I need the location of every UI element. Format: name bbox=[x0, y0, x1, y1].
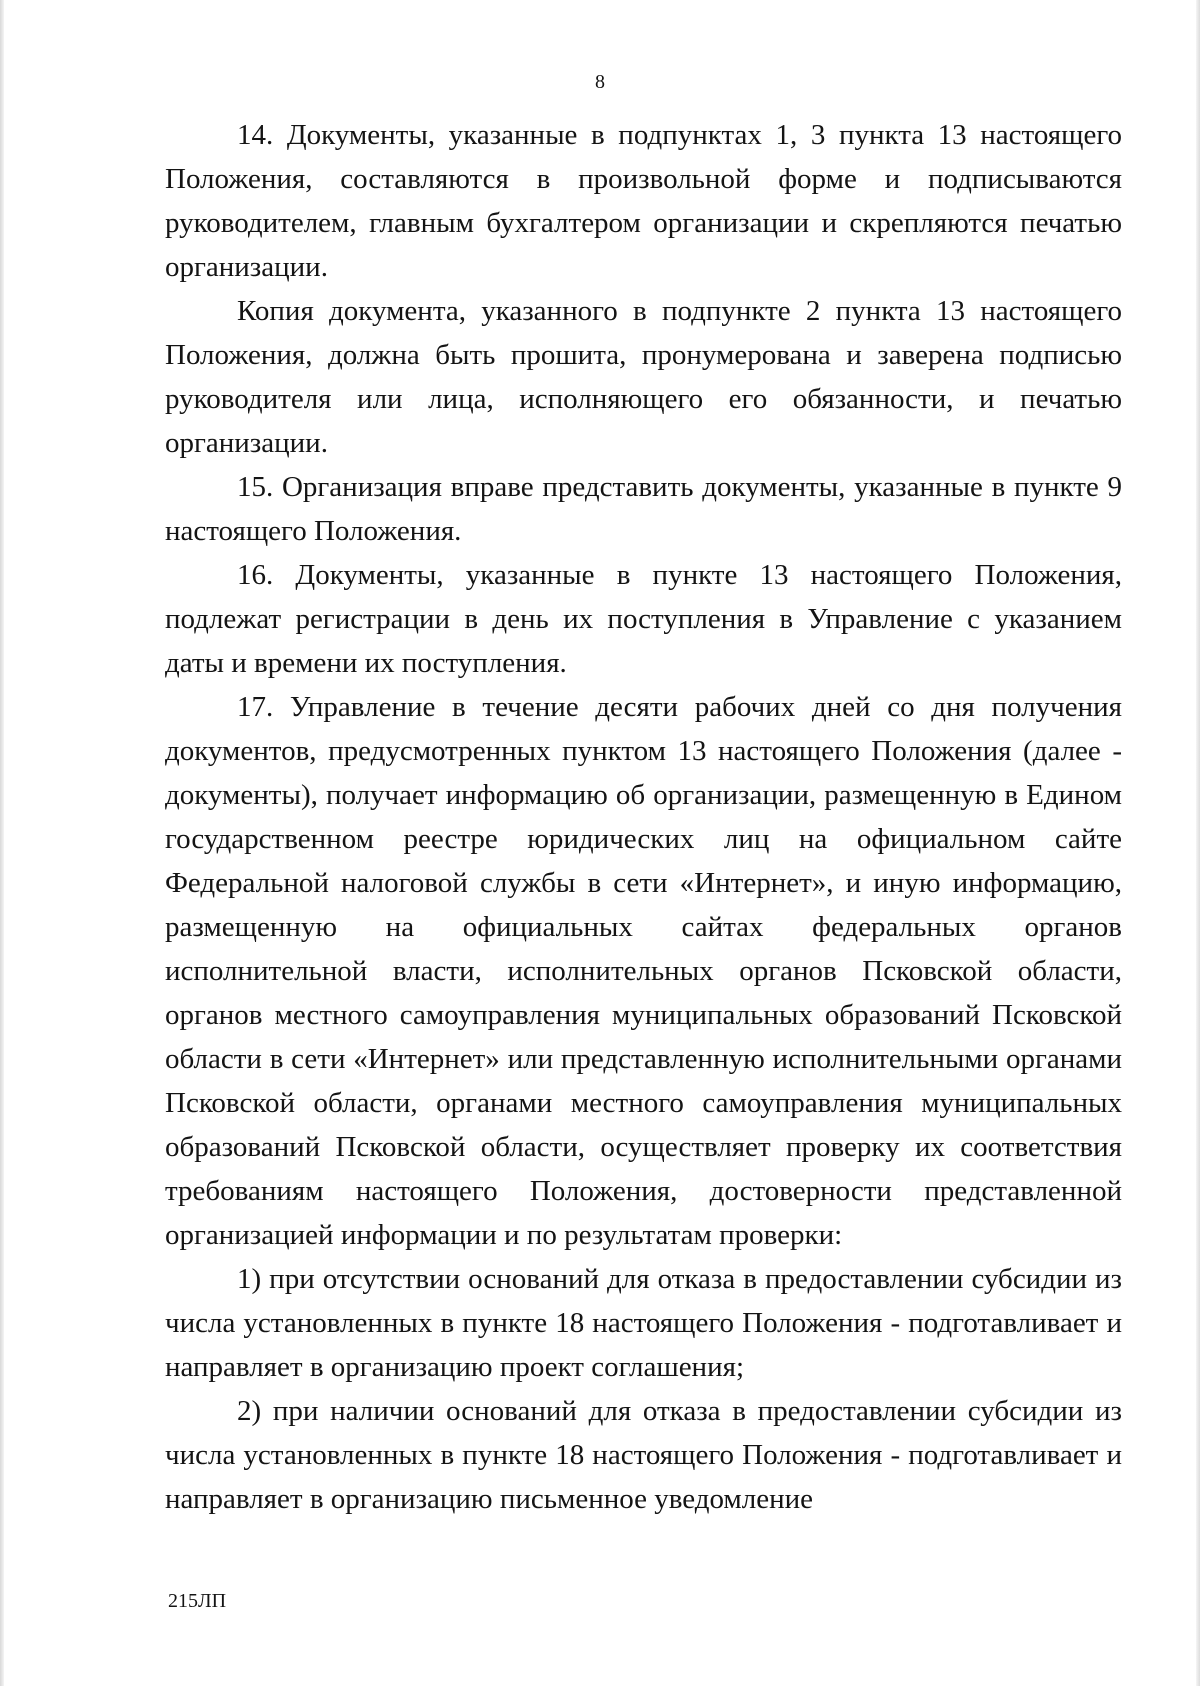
paragraph-17: 17. Управление в течение десяти рабочих дней со дня получения документов, предусмотренных пунктом 13 настоящего Положения (далее - документы), получает информацию об организации, размещенную в Едином государственном реестре юридических лиц на официальном сайте Федеральной налоговой службы в сети «Интернет», и иную информацию, размещенную на официальных сайтах федеральных органов исполнительной власти, исполнительных органов Псковской области, органов местного самоуправления муниципальных образований Псковской области в сети «Интернет» или представленную исполнительными органами Псковской области, органами местного самоуправления муниципальных образований Псковской области, осуществляет проверку их соответствия требованиям настоящего Положения, достоверности представленной организацией информации и по результатам проверки: bbox=[165, 691, 1122, 1251]
page-number: 8 bbox=[595, 71, 605, 93]
paragraph-16: 16. Документы, указанные в пункте 13 настоящего Положения, подлежат регистрации в день их поступления в Управление с указанием даты и времени их поступления. bbox=[165, 559, 1122, 679]
paragraph-17-item-1: 1) при отсутствии оснований для отказа в предоставлении субсидии из числа установленных в пункте 18 настоящего Положения - подготавливает и направляет в организацию проект соглашения; bbox=[165, 1263, 1122, 1383]
paragraph-17-item-2: 2) при наличии оснований для отказа в предоставлении субсидии из числа установленных в пункте 18 настоящего Положения - подготавливает и направляет в организацию письменное уведомление bbox=[165, 1395, 1122, 1515]
paragraph-14: 14. Документы, указанные в подпунктах 1, 3 пункта 13 настоящего Положения, составляются в произвольной форме и подписываются руководителем, главным бухгалтером организации и скрепляются печатью организации. bbox=[165, 119, 1122, 283]
document-body bbox=[165, 113, 1122, 1521]
paragraph-copy-requirements: Копия документа, указанного в подпункте 2 пункта 13 настоящего Положения, должна быть прошита, пронумерована и заверена подписью руководителя или лица, исполняющего его обязанности, и печатью организации. bbox=[165, 295, 1122, 459]
paragraph-15: 15. Организация вправе представить документы, указанные в пункте 9 настоящего Положения. bbox=[165, 471, 1122, 547]
footer-document-code: 215ЛП bbox=[168, 1590, 227, 1612]
scan-edge-right bbox=[1196, 0, 1200, 1686]
scan-edge-left bbox=[0, 0, 4, 1686]
